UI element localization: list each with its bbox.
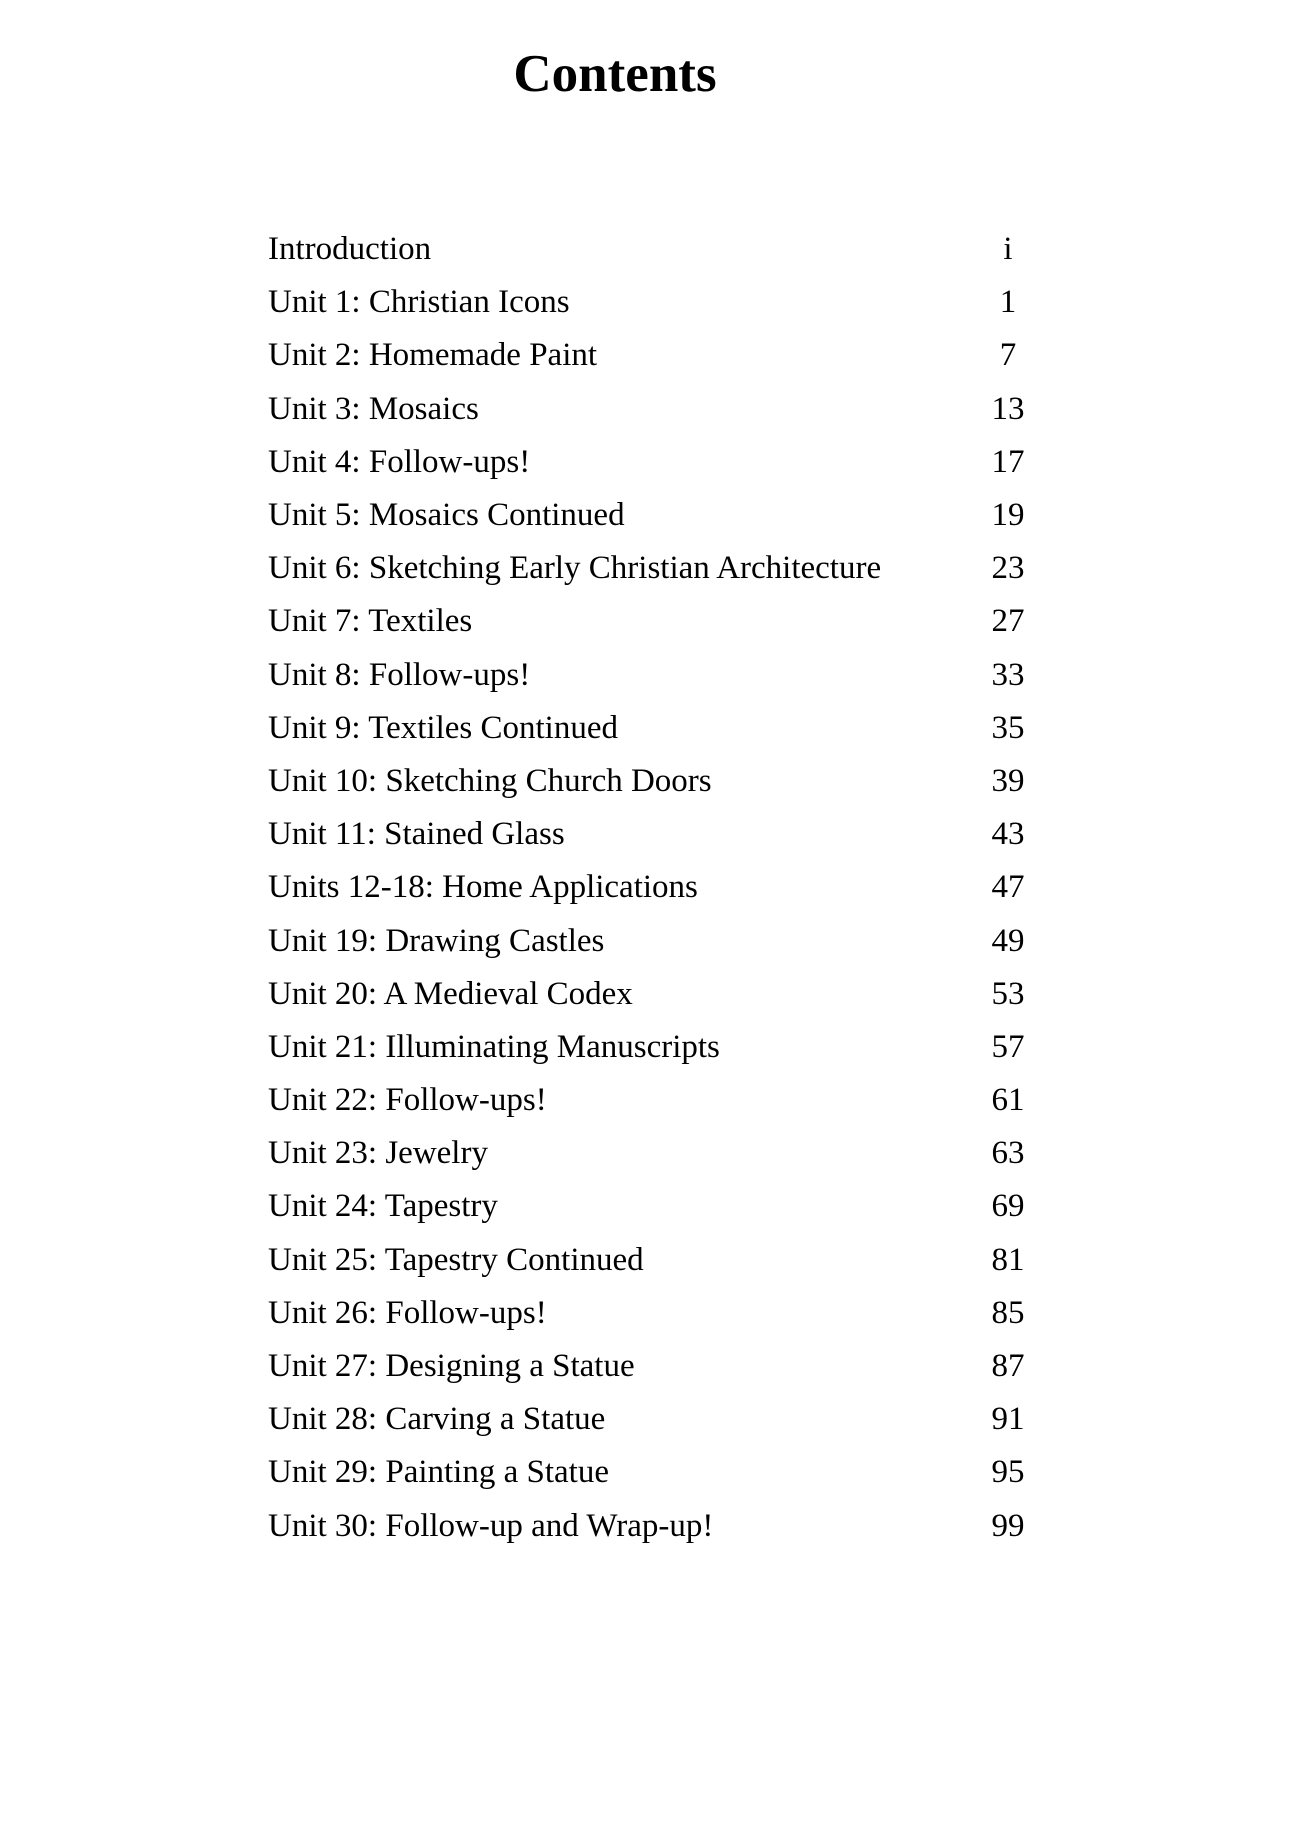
toc-entry-label: Unit 23: Jewelry <box>268 1135 488 1172</box>
page-title: Contents <box>513 45 717 103</box>
toc-row <box>268 276 1088 329</box>
toc-row <box>268 649 1088 702</box>
toc-row <box>268 542 1088 595</box>
toc-row <box>268 223 1088 276</box>
toc-entry-page: 13 <box>991 390 1025 427</box>
toc-row <box>268 1393 1088 1446</box>
toc-entry-page: 17 <box>991 443 1025 480</box>
toc-entry-label: Unit 2: Homemade Paint <box>268 337 598 374</box>
toc-entry-label: Unit 29: Painting a Statue <box>268 1454 609 1491</box>
toc-entry-label: Unit 30: Follow-up and Wrap-up! <box>268 1507 714 1544</box>
toc-row <box>268 489 1088 542</box>
toc-row <box>268 1021 1088 1074</box>
toc-entry-label: Unit 20: A Medieval Codex <box>268 975 633 1012</box>
toc-entry-label: Unit 3: Mosaics <box>268 390 479 427</box>
toc-entry-label: Units 12-18: Home Applications <box>268 869 698 906</box>
toc-row <box>268 914 1088 967</box>
toc-row <box>268 1127 1088 1180</box>
toc-entry-page: 85 <box>991 1294 1025 1331</box>
toc-row <box>268 1074 1088 1127</box>
toc-entry-label: Unit 8: Follow-ups! <box>268 656 531 693</box>
toc-row <box>268 383 1088 436</box>
toc-entry-label: Unit 19: Drawing Castles <box>268 922 605 959</box>
toc-entry-page: 39 <box>991 762 1025 799</box>
toc-row <box>268 1500 1088 1553</box>
toc-entry-label: Unit 28: Carving a Statue <box>268 1401 606 1438</box>
toc-entry-page: 33 <box>991 656 1025 693</box>
toc-row <box>268 436 1088 489</box>
toc-entry-label: Unit 24: Tapestry <box>268 1188 498 1225</box>
toc-row <box>268 861 1088 914</box>
toc-row <box>268 1180 1088 1233</box>
toc-row <box>268 1287 1088 1340</box>
toc-entry-label: Unit 27: Designing a Statue <box>268 1348 635 1385</box>
toc-row <box>268 755 1088 808</box>
toc-entry-page: 47 <box>991 869 1025 906</box>
toc-entry-page: 43 <box>991 816 1025 853</box>
toc-row <box>268 968 1088 1021</box>
toc-entry-label: Unit 26: Follow-ups! <box>268 1294 547 1331</box>
toc-entry-label: Unit 7: Textiles <box>268 603 473 640</box>
toc-entry-page: 23 <box>991 550 1025 587</box>
toc-entry-label: Unit 21: Illuminating Manuscripts <box>268 1028 720 1065</box>
toc-entry-page: 99 <box>991 1507 1025 1544</box>
toc-entry-label: Unit 4: Follow-ups! <box>268 443 531 480</box>
toc-entry-page: 7 <box>999 337 1017 374</box>
toc-entry-page: 87 <box>991 1348 1025 1385</box>
toc-entry-page: 91 <box>991 1401 1025 1438</box>
toc-entry-label: Unit 5: Mosaics Continued <box>268 497 625 534</box>
toc-entry-page: 61 <box>991 1082 1025 1119</box>
toc-entry-label: Unit 10: Sketching Church Doors <box>268 762 712 799</box>
toc-row <box>268 808 1088 861</box>
toc-entry-label: Introduction <box>268 231 432 268</box>
toc-entry-page: 57 <box>991 1028 1025 1065</box>
toc-list <box>268 223 1088 1553</box>
toc-row <box>268 1446 1088 1499</box>
toc-entry-page: 49 <box>991 922 1025 959</box>
toc-row <box>268 1234 1088 1287</box>
toc-entry-page: 81 <box>991 1241 1025 1278</box>
toc-entry-page: 19 <box>991 497 1025 534</box>
toc-entry-label: Unit 25: Tapestry Continued <box>268 1241 644 1278</box>
toc-entry-page: 35 <box>991 709 1025 746</box>
toc-entry-page: 69 <box>991 1188 1025 1225</box>
toc-entry-label: Unit 1: Christian Icons <box>268 284 570 321</box>
toc-entry-label: Unit 9: Textiles Continued <box>268 709 618 746</box>
toc-row <box>268 595 1088 648</box>
toc-entry-page: 63 <box>991 1135 1025 1172</box>
toc-row <box>268 1340 1088 1393</box>
toc-entry-page: 1 <box>999 284 1017 321</box>
toc-row <box>268 702 1088 755</box>
toc-entry-label: Unit 6: Sketching Early Christian Architecture <box>268 550 882 587</box>
toc-entry-label: Unit 11: Stained Glass <box>268 816 565 853</box>
toc-entry-label: Unit 22: Follow-ups! <box>268 1082 547 1119</box>
toc-entry-page: 53 <box>991 975 1025 1012</box>
toc-row <box>268 329 1088 382</box>
toc-entry-page: 27 <box>991 603 1025 640</box>
toc-entry-page: i <box>1003 231 1013 268</box>
toc-entry-page: 95 <box>991 1454 1025 1491</box>
